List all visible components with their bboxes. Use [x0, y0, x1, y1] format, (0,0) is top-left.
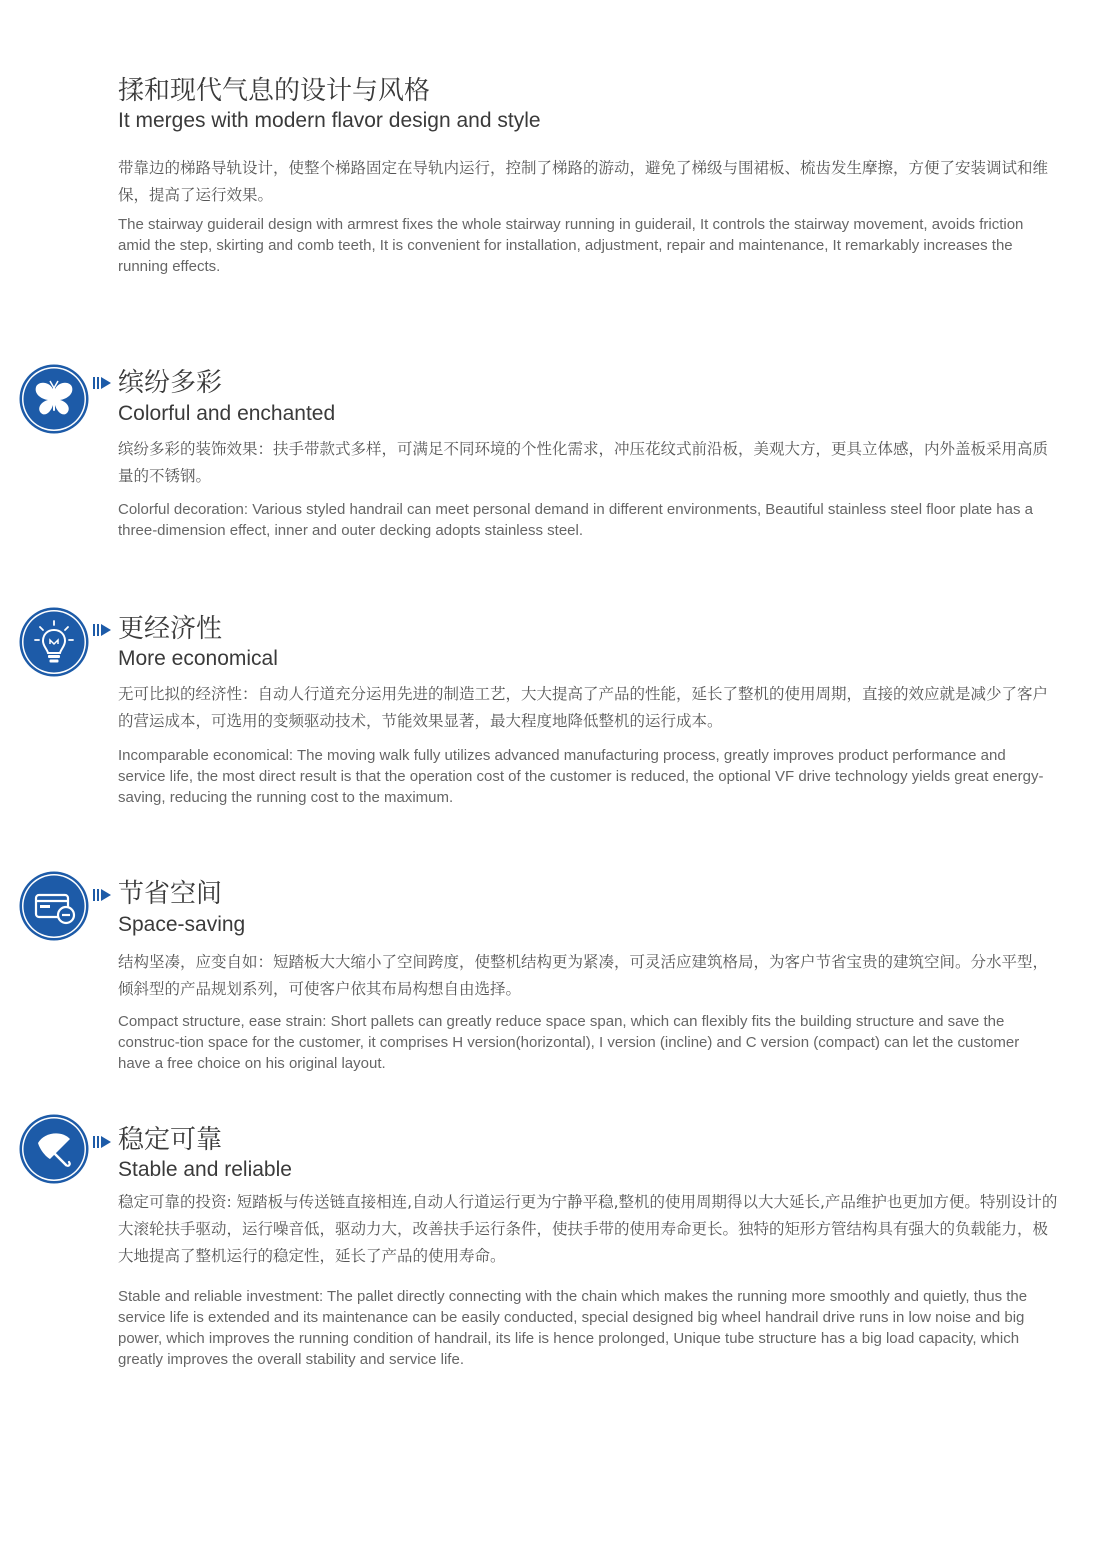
feature-body-zh: 结构坚凑，应变自如：短踏板大大缩小了空间跨度，使整机结构更为紧凑，可灵活应建筑格局，为客户节省宝贵的建筑空间。分水平型，倾斜型的产品规划系列，可使客户依其布局构想自由选择。: [118, 953, 1049, 998]
feature-title-zh: 更经济性: [118, 614, 223, 644]
play-arrow-icon: [93, 624, 111, 636]
intro-body-zh: 带靠边的梯路导轨设计，使整个梯路固定在导轨内运行，控制了梯路的游动，避免了梯级与围裙板、梳齿发生摩擦，方便了安装调试和维保，提高了运行效果。: [118, 159, 1049, 204]
intro-title-en: It merges with modern flavor design and style: [118, 109, 541, 132]
feature-body-en: Stable and reliable investment: The pallet directly connecting with the chain which makes the running more smoothly and quietly, thus the service life is extended and its maintenance can be easily conducted, special designed big wheel handrail drive runs in low noise and big power, which improves the running condition of handrail, its life is hence prolonged, Unique tube structure has a big load capacity, which greatly improves the overall stability and service life.: [118, 1288, 1028, 1368]
feature-body-en: Compact structure, ease strain: Short pallets can greatly reduce space span, which can flexibly fits the building structure and save the construc-tion space for the customer, it comprises H version(horizontal), I version (incline) and C version (compact) can let the customer have a free choice on his original layout.: [118, 1013, 1020, 1072]
feature-title-en: Space-saving: [118, 913, 246, 936]
butterfly-icon: [22, 367, 86, 431]
feature-body-en: Colorful decoration: Various styled handrail can meet personal demand in different environments, Beautiful stainless steel floor plate has a three-dimension effect, inner and outer decking adopts stainless steel.: [118, 501, 1033, 539]
feature-title-en: More economical: [118, 647, 278, 670]
feature-body-zh: 缤纷多彩的装饰效果：扶手带款式多样，可满足不同环境的个性化需求，冲压花纹式前沿板，美观大方，更具立体感，内外盖板采用高质量的不锈钢。: [118, 440, 1049, 485]
feature-title-zh: 缤纷多彩: [118, 368, 223, 398]
umbrella-icon: [22, 1117, 86, 1181]
feature-title-en: Colorful and enchanted: [118, 402, 336, 425]
feature-title-zh: 稳定可靠: [118, 1125, 223, 1155]
play-arrow-icon: [93, 889, 111, 901]
card-minus-icon: [22, 874, 86, 938]
play-arrow-icon: [93, 1136, 111, 1148]
intro-body-en: The stairway guiderail design with armrest fixes the whole stairway running in guiderail, It controls the stairway movement, avoids friction amid the step, skirting and comb teeth, It is convenient for installation, adjustment, repair and maintenance, It remarkably increases the running effects.: [118, 216, 1024, 275]
feature-title-zh: 节省空间: [118, 879, 223, 909]
intro-title-zh: 揉和现代气息的设计与风格: [118, 76, 431, 106]
feature-body-zh: 稳定可靠的投资: 短踏板与传送链直接相连,自动人行道运行更为宁静平稳,整机的使用周期得以大大延长,产品维护也更加方便。特别设计的大滚轮扶手驱动，运行噪音低，驱动力大，改善扶手运行条件，使扶手带的使用寿命更长。独特的矩形方管结构具有强大的负载能力，极大地提高了整机运行的稳定性，延长了产品的使用寿命。: [118, 1193, 1058, 1265]
lightbulb-icon: [22, 610, 86, 674]
feature-body-en: Incomparable economical: The moving walk fully utilizes advanced manufacturing process, greatly improves product performance and service life, the most direct result is that the operation cost of the customer is reduced, the optional VF drive technology yields great energy-saving, reducing the running cost to the maximum.: [118, 747, 1044, 806]
feature-body-zh: 无可比拟的经济性：自动人行道充分运用先进的制造工艺，大大提高了产品的性能，延长了整机的使用周期，直接的效应就是减少了客户的营运成本，可选用的变频驱动技术，节能效果显著，最大程度地降低整机的运行成本。: [118, 685, 1049, 730]
play-arrow-icon: [93, 377, 111, 389]
feature-title-en: Stable and reliable: [118, 1158, 292, 1181]
